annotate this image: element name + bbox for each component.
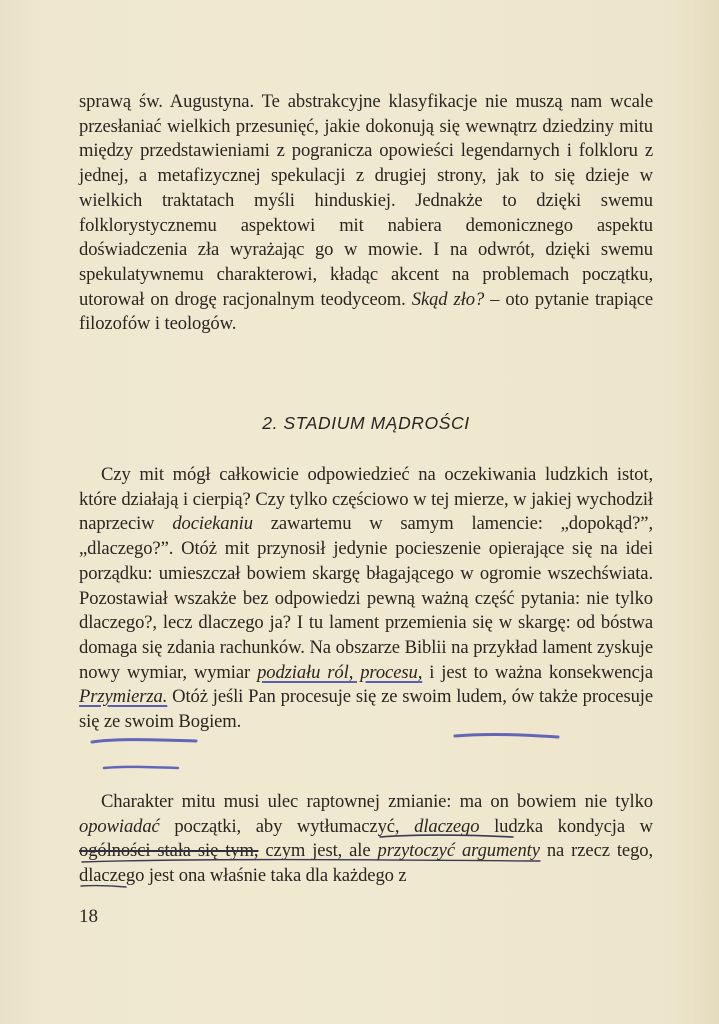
paragraph-3 [79, 790, 653, 889]
paragraph-2-italic-podzialu: podziału ról, procesu, [257, 661, 423, 683]
paragraph-3-italic-dlaczego: dlaczego [414, 815, 480, 837]
paragraph-3-italic-argumenty: przytoczyć argumenty [377, 840, 540, 862]
paragraph-1-italic-question: Skąd zło? [411, 288, 485, 310]
paragraph-3-text-b: początki, aby wytłumaczyć, [159, 815, 415, 837]
paragraph-2-italic-przymierza: Przymierza. [79, 686, 168, 708]
paragraph-3-text-d: czym jest, ale [258, 840, 378, 862]
paragraph-1 [79, 90, 653, 337]
section-heading: 2. STADIUM MĄDROŚCI [262, 413, 470, 433]
pen-underline-mark [104, 767, 178, 768]
paragraph-2 [79, 463, 653, 735]
paragraph-2-text-a: Czy mit mógł całkowicie odpowiedzieć na oczekiwania ludzkich istot, które działają i cierpią? Czy tylko częściowo w tej mierze, w jakiej wychodził naprzeciw [79, 464, 653, 535]
paragraph-2-text-c: i jest to ważna konsekwencja [422, 661, 653, 683]
page-number: 18 [79, 906, 98, 927]
paragraph-1-text-b: – oto pytanie trapiące filozofów i teologów. [79, 288, 653, 335]
pen-underline-mark [455, 734, 558, 737]
paragraph-3-struck-text: ogólności stała się tym, [79, 840, 259, 862]
paragraph-3-text-e: na rzecz tego, dlaczego jest ona właśnie taka dla każdego z [79, 840, 654, 887]
paragraph-2-italic-dociekaniu: dociekaniu [172, 513, 253, 535]
paragraph-1-text-a: sprawą św. Augustyna. Te abstrakcyjne klasyfikacje nie muszą nam wcale przesłaniać wielkich przesunięć, jakie dokonują się wewnątrz dziedziny mitu między przedstawieniami z pogranicza opowieści legendarnych i folkloru z jednej, a metafizycznej spekulacji z drugiej strony, jak to się dzieje w wielkich traktatach myśli hinduskiej. Jednakże to dzięki swemu folklorystycznemu aspektowi mit nabiera demonicznego aspektu doświadczenia zła wyrażając go w mowie. I na odwrót, dzięki swemu spekulatywnemu charakterowi, kładąc akcent na problemach początku, utorował on drogę racjonalnym teodyceom. [79, 91, 653, 310]
pen-underline-mark [92, 740, 196, 742]
paragraph-3-text-a: Charakter mitu musi ulec raptownej zmianie: ma on bowiem nie tylko [101, 791, 653, 812]
paragraph-3-text-c: ludzka kondycja w [479, 815, 653, 837]
paragraph-2-text-b: zawartemu w samym lamencie: „dopokąd?”, „dlaczego?”. Otóż mit przynosił jedynie pocieszenie opierające się na idei porządku: umieszczał bowiem skargę błagającego w ogromie wszechświata. Pozostawiał wszakże bez odpowiedzi pewną ważną część pytania: nie tylko dlaczego?, lecz dlaczego ja? I tu lament przemienia się w skargę: od bóstwa domaga się zdania rachunków. Na obszarze Biblii na przykład lament zyskuje nowy wymiar, wymiar [79, 513, 653, 683]
paragraph-2-text-d: Otóż jeśli Pan procesuje się ze swoim ludem, ów także procesuje się ze swoim Bogiem. [79, 686, 653, 733]
paragraph-3-italic-opowiadac: opowiadać [79, 815, 160, 837]
